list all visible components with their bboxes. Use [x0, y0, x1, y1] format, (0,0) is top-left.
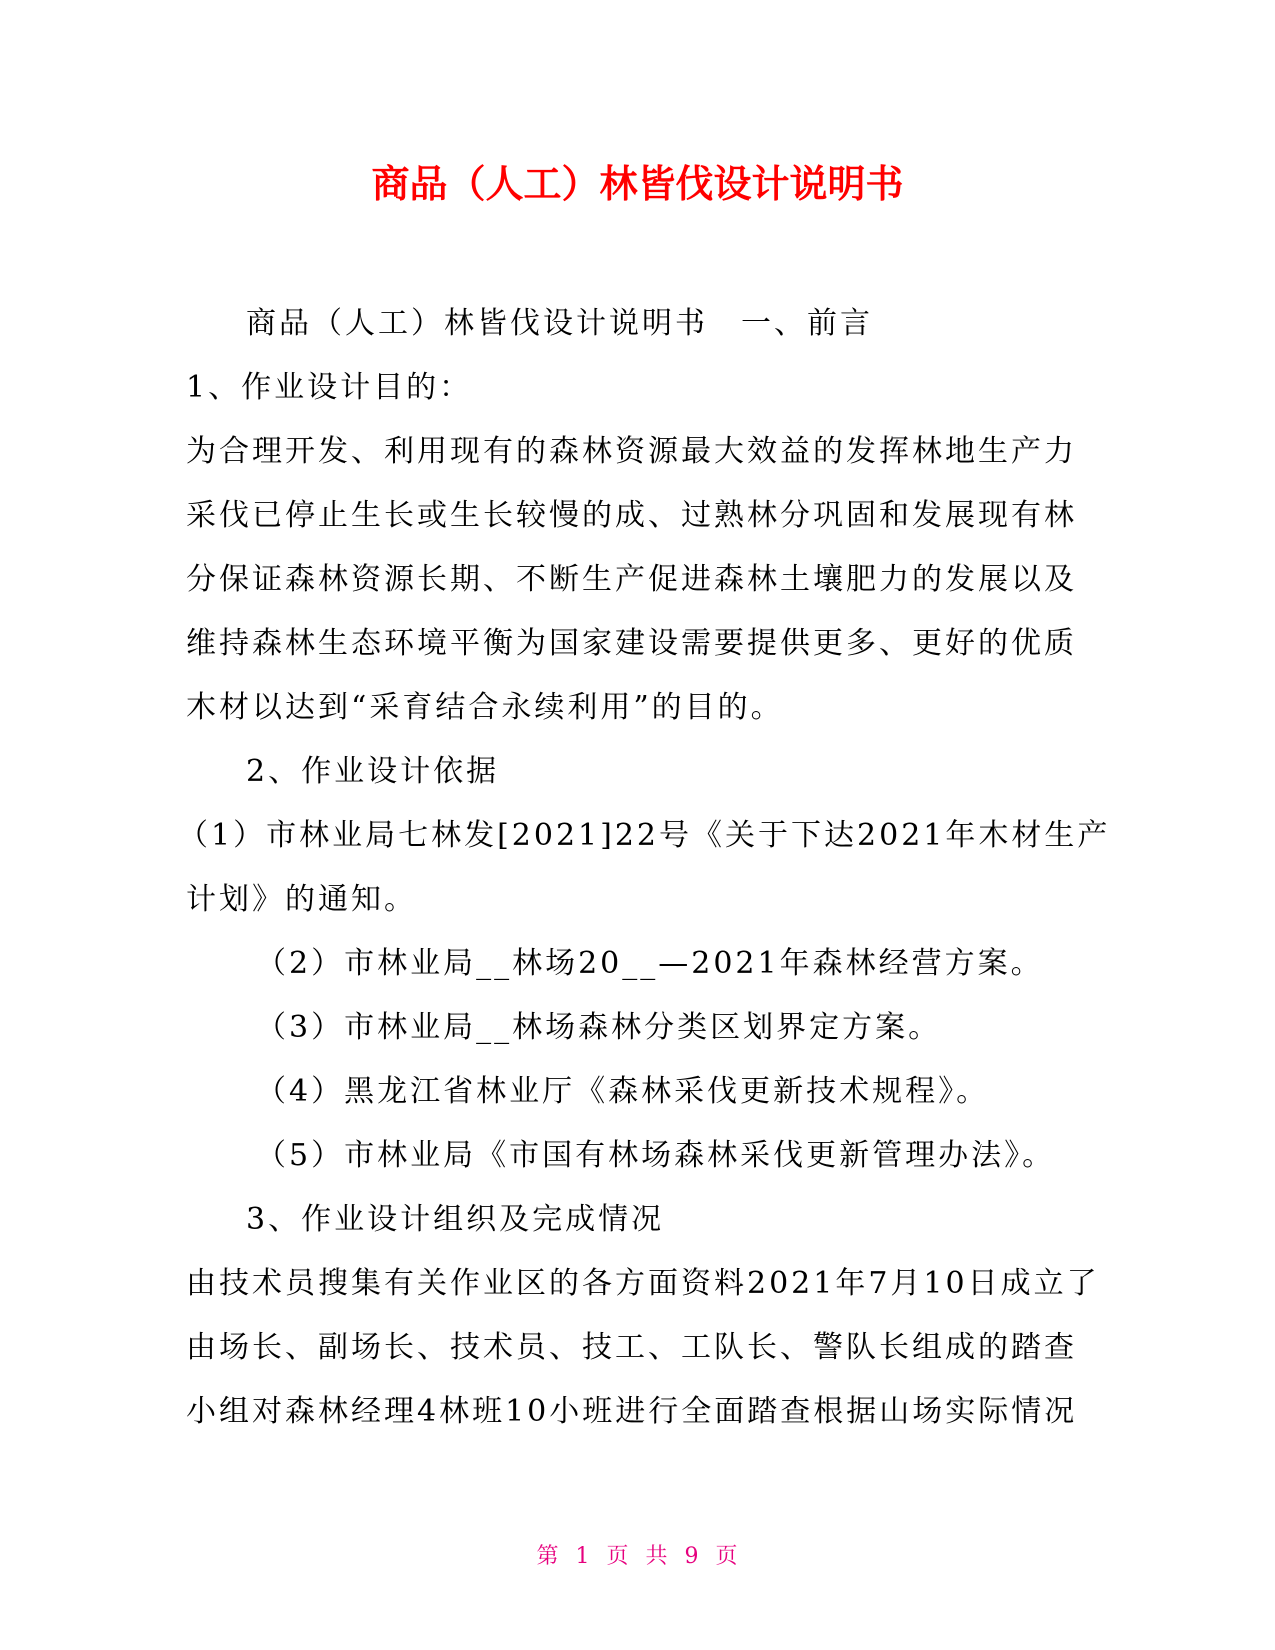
footer-label-suffix: 页: [715, 1544, 739, 1569]
paragraph-line: 由场长、副场长、技术员、技工、工队长、警队长组成的踏查: [186, 1330, 1077, 1365]
page-footer: [0, 1542, 1275, 1572]
paragraph-line: 计划》的通知。: [186, 882, 417, 917]
document-body: [178, 292, 1111, 1444]
paragraph-line: 分保证森林资源长期、不断生产促进森林土壤肥力的发展以及: [186, 562, 1077, 597]
footer-current-page: 1: [575, 1544, 591, 1569]
document-title: 商品（人工）林皆伐设计说明书: [371, 162, 904, 206]
list-item-basis-2: （2）市林业局__林场20__—2021年森林经营方案。: [256, 946, 1044, 981]
paragraph-section-2-heading: 2、作业设计依据: [246, 754, 500, 789]
list-item-basis-5: （5）市林业局《市国有林场森林采伐更新管理办法》。: [256, 1138, 1056, 1173]
footer-label-page: 页: [606, 1544, 630, 1569]
paragraph-line: 采伐已停止生长或生长较慢的成、过熟林分巩固和发展现有林: [186, 498, 1077, 533]
footer-label-total: 共: [645, 1544, 669, 1569]
list-item-basis-1: （1）市林业局七林发[2021]22号《关于下达2021年木材生产: [178, 818, 1111, 853]
paragraph-intro-heading: 商品（人工）林皆伐设计说明书 一、前言: [246, 306, 873, 341]
paragraph-line: 小组对森林经理4林班10小班进行全面踏查根据山场实际情况: [186, 1394, 1078, 1429]
footer-label-prefix: 第: [536, 1544, 560, 1569]
paragraph-line: 木材以达到“采育结合永续利用”的目的。: [186, 690, 784, 725]
paragraph-line: 为合理开发、利用现有的森林资源最大效益的发挥林地生产力: [186, 434, 1077, 469]
list-item-basis-3: （3）市林业局__林场森林分类区划界定方案。: [256, 1010, 942, 1045]
paragraph-section-3-heading: 3、作业设计组织及完成情况: [246, 1202, 665, 1237]
list-item-basis-4: （4）黑龙江省林业厅《森林采伐更新技术规程》。: [256, 1074, 990, 1109]
footer-total-pages: 9: [684, 1544, 700, 1569]
paragraph-line: 由技术员搜集有关作业区的各方面资料2021年7月10日成立了: [186, 1266, 1100, 1301]
paragraph-line: 维持森林生态环境平衡为国家建设需要提供更多、更好的优质: [186, 626, 1077, 661]
paragraph-section-1-heading: 1、作业设计目的：: [186, 370, 473, 405]
